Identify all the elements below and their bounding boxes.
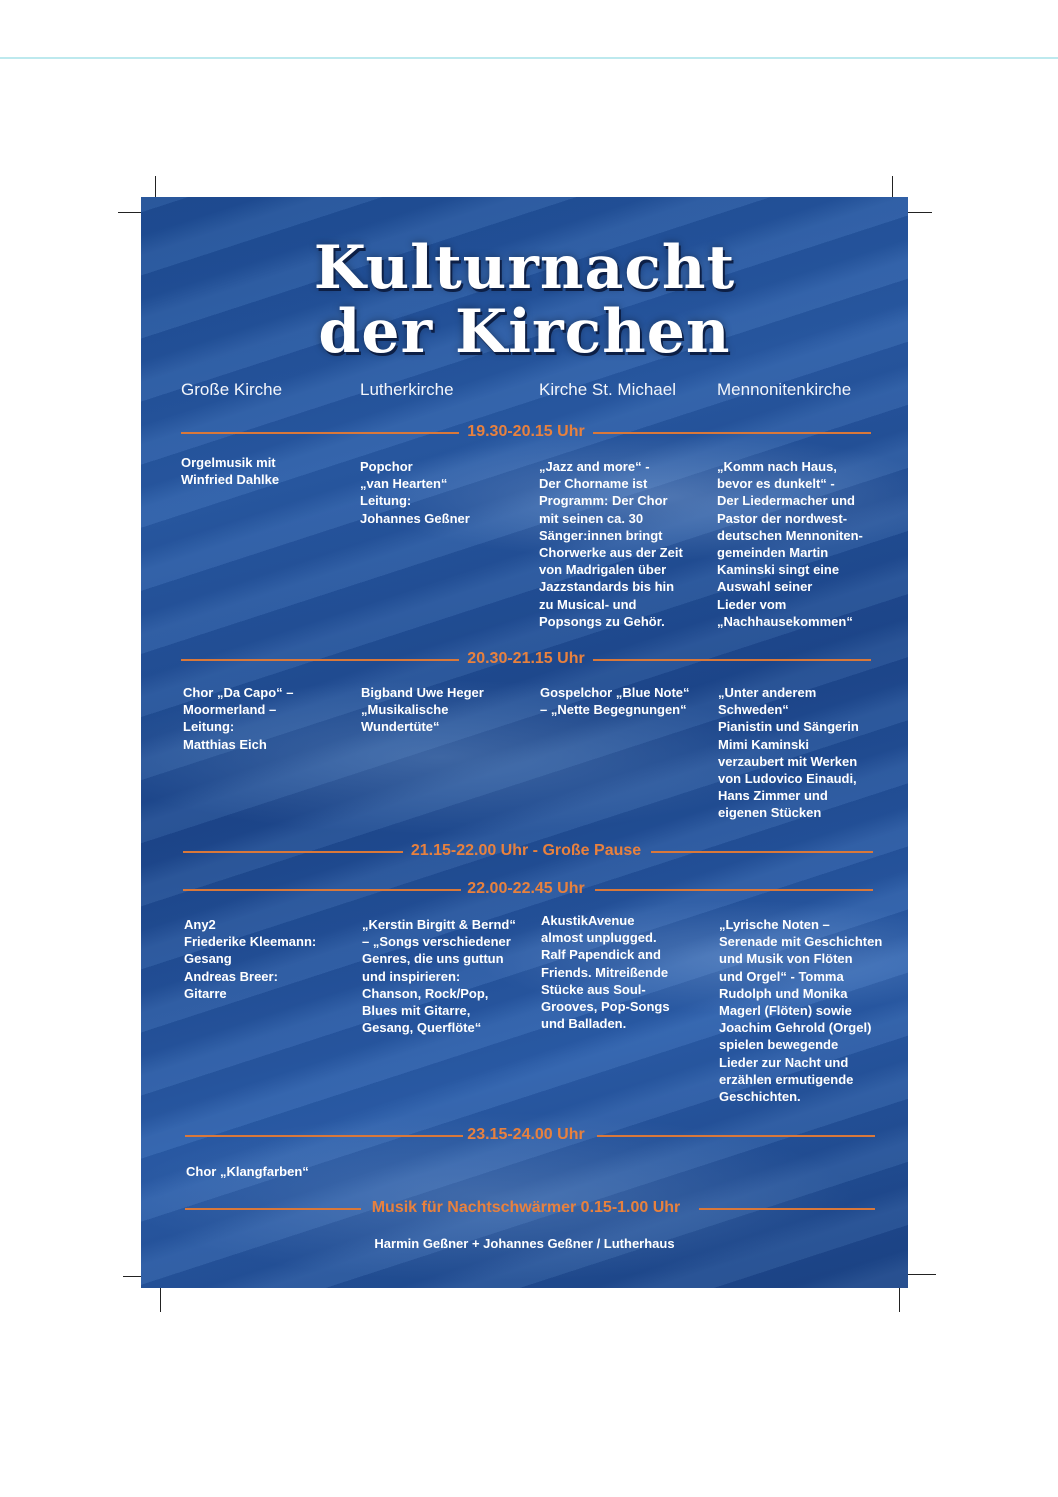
finale-separator bbox=[181, 1197, 871, 1219]
column-header-lutherkirche: Lutherkirche bbox=[360, 380, 454, 399]
program-entry: Orgelmusik mit Winfried Dahlke bbox=[181, 455, 280, 488]
time-separator bbox=[181, 1124, 871, 1146]
poster-title-line1: Kulturnacht bbox=[313, 233, 736, 303]
program-entry: „Jazz and more“ - Der Chorname ist Programm: Der Chor mit seinen ca. 30 Sänger:innen bringt Chorwerke aus der Zeit von Madrigalen über Jazzstandards bis hin zu Musical- und Popsongs zu Gehör. bbox=[539, 459, 683, 629]
time-separator bbox=[181, 648, 871, 670]
column-header-mennonitenkirche: Mennonitenkirche bbox=[717, 380, 852, 399]
time-slot-label: 19.30-20.15 Uhr bbox=[467, 423, 585, 440]
program-entry: Gospelchor „Blue Note“ – „Nette Begegnungen“ bbox=[540, 685, 690, 718]
program-entry: „Lyrische Noten – Serenade mit Geschichten und Musik von Flöten und Orgel“ - Tomma Rudolph und Monika Magerl (Flöten) sowie Joachim Gehrold (Orgel) spielen bewegende Lieder zur Nacht und erzählen ermutigende Geschichten. bbox=[719, 917, 883, 1105]
program-entry: Popchor „van Hearten“ Leitung: Johannes Geßner bbox=[360, 459, 470, 526]
program-entry: Bigband Uwe Heger „Musikalische Wundertüte“ bbox=[361, 685, 484, 735]
program-entry: „Kerstin Birgitt & Bernd“ – „Songs verschiedener Genres, die uns guttun und inspirieren: Chanson, Rock/Pop, Blues mit Gitarre, Gesang, Querflöte“ bbox=[362, 917, 516, 1036]
page-top-rule bbox=[0, 57, 1058, 59]
column-header-st-michael: Kirche St. Michael bbox=[539, 380, 676, 399]
program-entry: Any2 Friederike Kleemann: Gesang Andreas Breer: Gitarre bbox=[184, 917, 317, 1001]
program-entry: AkustikAvenue almost unplugged. Ralf Papendick and Friends. Mitreißende Stücke aus Soul- Grooves, Pop-Songs und Balladen. bbox=[541, 913, 670, 1032]
event-poster bbox=[141, 197, 908, 1288]
poster-title-line2: der Kirchen bbox=[318, 297, 731, 367]
footer-credits: Harmin Geßner + Johannes Geßner / Lutherhaus bbox=[374, 1236, 675, 1251]
program-entry: „Unter anderem Schweden“ Pianistin und Sängerin Mimi Kaminski verzaubert mit Werken von Ludovico Einaudi, Hans Zimmer und eigenen Stücken bbox=[718, 685, 859, 821]
column-header-grosse-kirche: Große Kirche bbox=[181, 380, 283, 399]
finale-label: Musik für Nachtschwärmer 0.15-1.00 Uhr bbox=[371, 1199, 681, 1216]
time-slot-label: 23.15-24.00 Uhr bbox=[467, 1126, 585, 1143]
time-separator bbox=[181, 878, 871, 900]
program-entry: Chor „Klangfarben“ bbox=[186, 1164, 309, 1179]
pause-label: 21.15-22.00 Uhr - Große Pause bbox=[410, 842, 642, 859]
program-entry: Chor „Da Capo“ – Moormerland – Leitung: Matthias Eich bbox=[183, 685, 294, 752]
program-entry: „Komm nach Haus, bevor es dunkelt“ - Der Liedermacher und Pastor der nordwest- deutschen Mennoniten- gemeinden Martin Kaminski singt eine Auswahl seiner Lieder vom „Nachhausekommen“ bbox=[717, 459, 863, 629]
pause-separator bbox=[181, 840, 871, 862]
time-separator bbox=[181, 421, 871, 443]
time-slot-label: 20.30-21.15 Uhr bbox=[467, 650, 585, 667]
time-slot-label: 22.00-22.45 Uhr bbox=[467, 880, 585, 897]
